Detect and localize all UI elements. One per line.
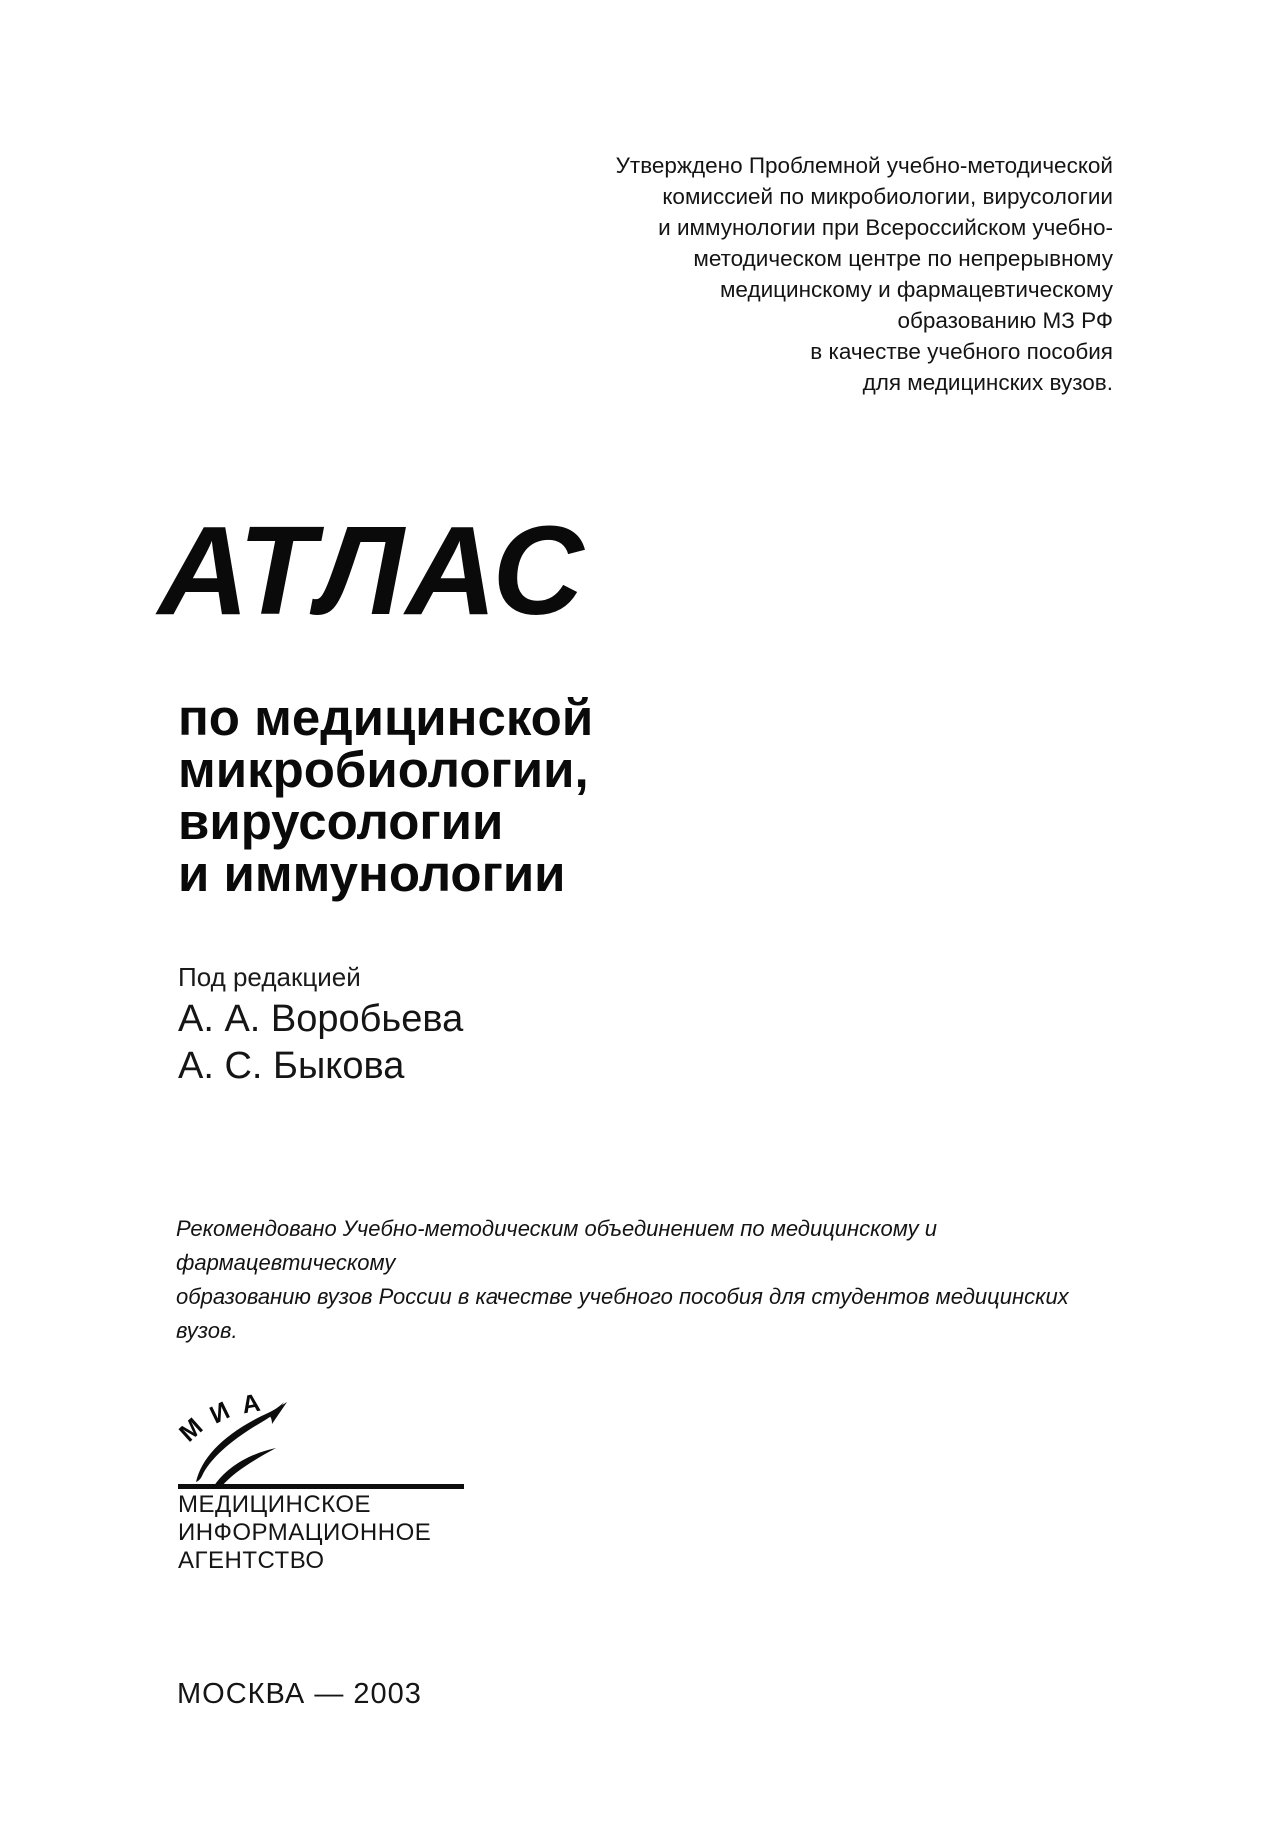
approval-line: образованию МЗ РФ xyxy=(897,308,1113,333)
publisher-logo-letter-m: М xyxy=(173,1412,209,1448)
publisher-name-line: АГЕНТСТВО xyxy=(178,1547,325,1574)
publisher-divider-rule xyxy=(178,1484,464,1489)
publisher-name-line: МЕДИЦИНСКОЕ xyxy=(178,1491,372,1518)
subtitle-line: и иммунологии xyxy=(178,845,566,902)
approval-line: Утверждено Проблемной учебно-методической xyxy=(615,153,1113,178)
publisher-logo-letter-i: И xyxy=(205,1396,234,1430)
publisher-name xyxy=(178,1491,431,1575)
subtitle-line: по медицинской xyxy=(178,689,594,746)
imprint-city-year: МОСКВА — 2003 xyxy=(177,1678,422,1710)
editors-names xyxy=(178,996,463,1090)
approval-line: методическом центре по непрерывному xyxy=(693,246,1113,271)
editors-label: Под редакцией xyxy=(178,962,361,992)
recommendation-statement xyxy=(176,1212,1136,1348)
approval-statement xyxy=(513,150,1113,398)
publisher-name-line: ИНФОРМАЦИОННОЕ xyxy=(178,1519,432,1546)
editor-name: А. А. Воробьева xyxy=(178,998,464,1040)
approval-line: для медицинских вузов. xyxy=(862,370,1113,395)
editor-name: А. С. Быкова xyxy=(178,1045,405,1087)
subtitle-line: вирусологии xyxy=(178,793,504,850)
approval-line: медицинскому и фармацевтическому xyxy=(719,277,1113,302)
approval-line: и иммунологии при Всероссийском учебно- xyxy=(658,215,1113,240)
subtitle-line: микробиологии, xyxy=(178,741,589,798)
publisher-swoosh-logo-icon xyxy=(188,1396,292,1493)
approval-line: в качестве учебного пособия xyxy=(810,339,1113,364)
publisher-logo-letter-a: А xyxy=(239,1388,263,1420)
recommendation-line: образованию вузов России в качестве учебного пособия для студентов медицинских вузов. xyxy=(176,1284,1069,1343)
approval-line: комиссией по микробиологии, вирусологии xyxy=(662,184,1113,209)
book-title: АТЛАС xyxy=(158,500,586,641)
book-subtitle xyxy=(178,689,594,902)
recommendation-line: Рекомендовано Учебно-методическим объединением по медицинскому и фармацевтическому xyxy=(176,1216,937,1275)
